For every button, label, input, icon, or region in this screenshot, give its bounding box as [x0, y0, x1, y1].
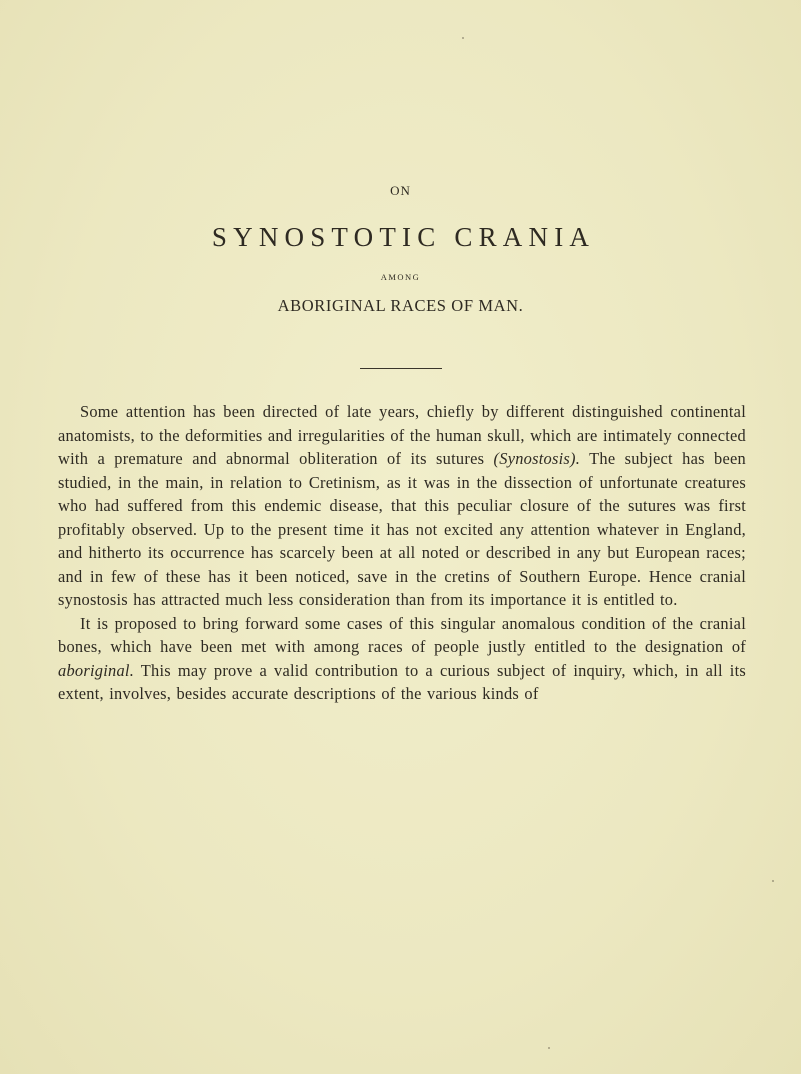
paragraph-2-text-a: It is proposed to bring forward some cases of this singular anomalous condition of the cranial bones, which have been met with among races of people justly entitled to the designation of — [58, 613, 746, 656]
pre-title: ON — [390, 183, 411, 198]
body-text — [58, 400, 746, 706]
paragraph-1-text-a: Some attention has been directed of late years, chiefly by different distinguished continental anatomists, to the deformities and irregularities of the human skull, which are intimately connected with a premature and abnormal obliteration of its sutures — [58, 402, 746, 468]
page-subtitle: ABORIGINAL RACES OF MAN. — [277, 296, 524, 315]
paragraph-2-emphasis: aboriginal. — [58, 660, 135, 680]
paragraph-2-text-b: This may prove a valid contribution to a curious subject of inquiry, which, in all its extent, involves, besides accurate descriptions of the various kinds of — [58, 660, 746, 703]
paragraph-1 — [58, 400, 746, 612]
paper-speck — [548, 1047, 550, 1049]
page-title: SYNOSTOTIC CRANIA — [211, 222, 596, 252]
connector-word: AMONG — [380, 272, 421, 282]
paragraph-1-emphasis: (Synostosis). — [493, 449, 581, 468]
paper-speck — [462, 37, 464, 39]
paper-speck — [772, 880, 774, 882]
paragraph-2 — [58, 612, 746, 706]
divider-rule — [360, 368, 442, 369]
paragraph-1-text-b: The subject has been studied, in the main, in relation to Cretinism, as it was in the dissection of unfortunate creatures who had suffered from this endemic disease, that this peculiar closure of the sutures was first profitably observed. Up to the present time it has not excited any attention whatever in England, and hitherto its occurrence has scarcely been at all noted or described in any but European races; and in few of these has it been noticed, save in the cretins of Southern Europe. Hence cranial synostosis has attracted much less consideration than from its importance it is entitled to. — [58, 449, 746, 609]
